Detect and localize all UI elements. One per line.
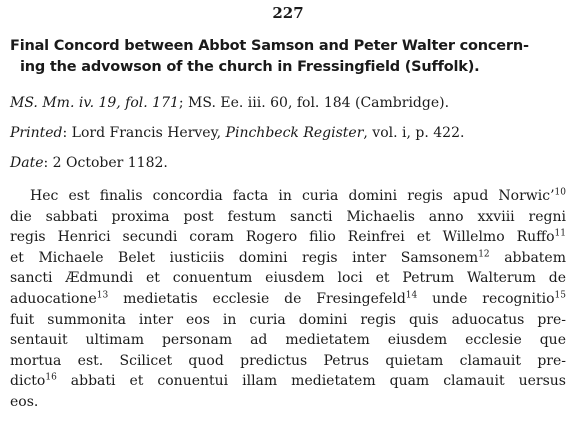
text-line: et Michaele Belet iusticiis domini regis inter Samsonem$^{12}$ abbatem <box>10 249 566 266</box>
footnote-marker: 13 <box>96 290 109 301</box>
manuscript-primary: MS. Mm. iv. 19, fol. 171 <box>10 95 179 111</box>
title-line-1: Final Concord between Abbot Samson and Peter Walter concern- <box>10 38 529 54</box>
document-title <box>10 36 566 78</box>
text-line: Hec est finalis concordia facta in curia domini regis apud Norwic’$^{10}$ <box>30 187 566 204</box>
text-line: sentauit ultimam personam ad medietatem eiusdem ecclesie que <box>10 332 566 349</box>
date-reference <box>10 154 570 172</box>
text-line: dicto$^{16}$ abbati et conuentui illam medietatem quam clamauit uersus <box>10 372 566 390</box>
text-line: regis Henrici secundi coram Rogero filio Reinfrei et Willelmo Ruffo$^{11}$ <box>10 228 566 246</box>
printed-reference <box>10 124 570 142</box>
text-line: eos. <box>10 393 39 410</box>
charter-text <box>10 186 566 413</box>
text-line: die sabbati proxima post festum sancti Michaelis anno xxviii regni <box>10 208 566 225</box>
text-line: mortua est. Scilicet quod predictus Petrus quietam clamauit pre- <box>10 352 566 369</box>
footnote-marker: 11 <box>554 228 566 239</box>
manuscript-secondary: ; MS. Ee. iii. 60, fol. 184 (Cambridge). <box>178 95 450 111</box>
text-line: aduocatione$^{13}$ medietatis ecclesie de Fresingefeld$^{14}$ unde recognitio$^{15}$ <box>10 290 566 307</box>
manuscript-reference <box>10 94 570 112</box>
printed-label: Printed <box>10 125 63 141</box>
footnote-marker: 16 <box>45 372 57 383</box>
date-value: : 2 October 1182. <box>43 155 168 171</box>
footnote-marker: 12 <box>478 249 490 260</box>
printed-after: , vol. i, p. 422. <box>363 125 465 141</box>
page-number: 227 <box>272 4 304 22</box>
printed-before: : Lord Francis Hervey, <box>62 125 226 141</box>
printed-work: Pinchbeck Register <box>225 125 364 141</box>
footnote-marker: 14 <box>405 290 418 301</box>
footnote-marker: 10 <box>554 187 566 198</box>
text-line: fuit summonita inter eos in curia domini regis quis aduocatus pre- <box>10 311 566 328</box>
text-line: sancti Ædmundi et conuentum eiusdem loci et Petrum Walterum de <box>10 270 566 287</box>
title-line-2: ing the advowson of the church in Fressingfield (Suffolk). <box>20 59 480 75</box>
date-label: Date <box>10 155 44 171</box>
footnote-marker: 15 <box>554 290 566 301</box>
